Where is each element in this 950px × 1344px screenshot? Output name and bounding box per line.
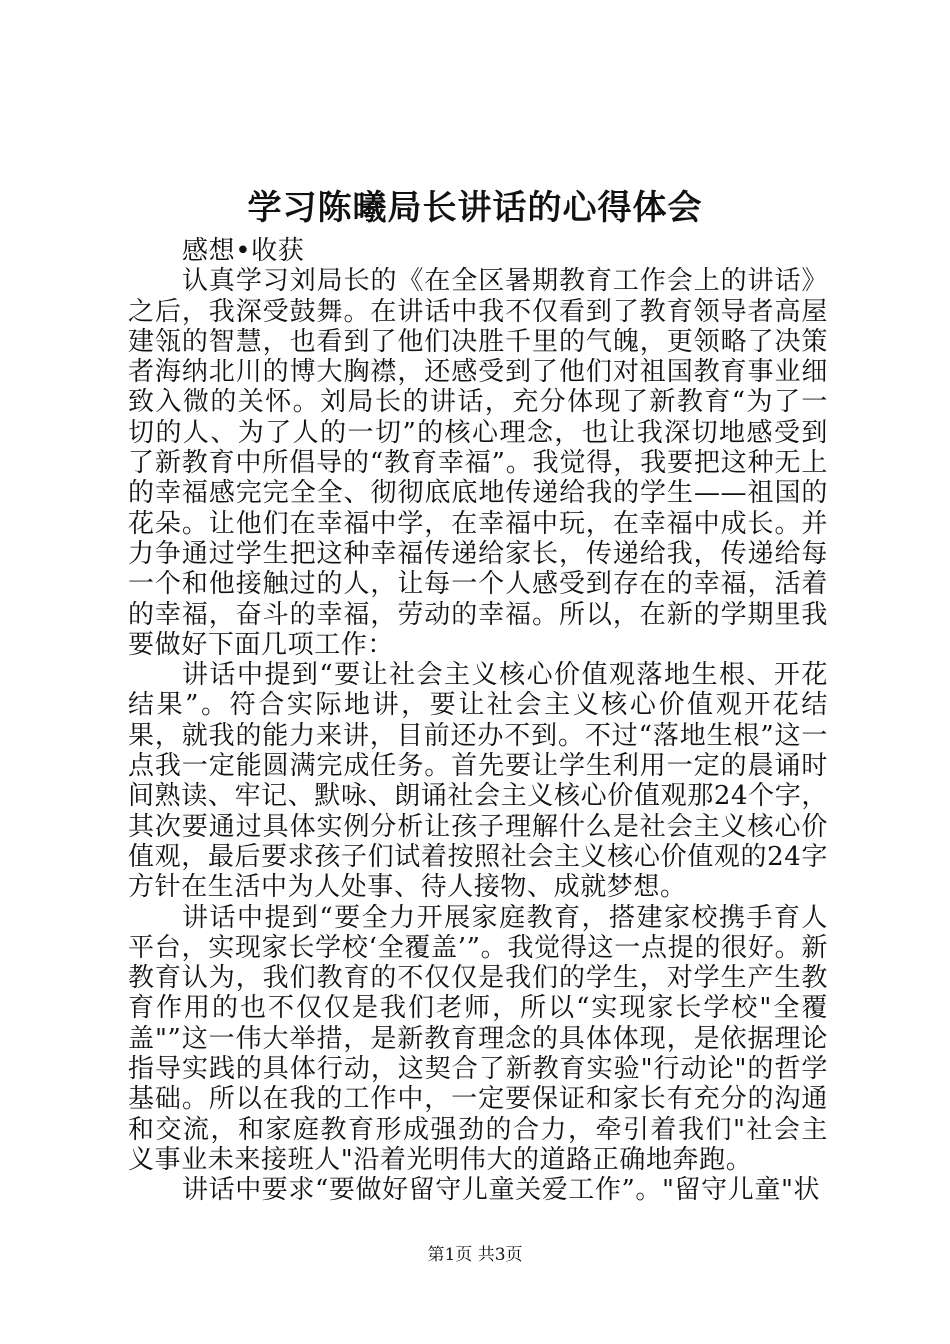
page-number-footer: 第1页 共3页: [427, 1245, 523, 1265]
paragraph: 讲话中要求“要做好留守儿童关爱工作”。"留守儿童"状: [182, 1175, 821, 1206]
paragraph: 讲话中提到“要让社会主义核心价值观落地生根、开花结果”。符合实际地讲，要让社会主义核心价值观开花结果，就我的能力来讲，目前还办不到。不过“落地生根”这一点我一定能圆满完成任务。首先要让学生利用一定的晨诵时间熟读、牢记、默咏、朗诵社会主义核心价值观那24个字，其次要通过具体实例分析让孩子理解什么是社会主义核心价值观，最后要求孩子们试着按照社会主义核心价值观的24字方针在生活中为人处事、待人接物、成就梦想。: [128, 660, 828, 903]
paragraph: 讲话中提到“要全力开展家庭教育，搭建家校携手育人平台，实现家长学校‘全覆盖’”。我觉得这一点提的很好。新教育认为，我们教育的不仅仅是我们的学生，对学生产生教育作用的也不仅仅是我们老师，所以“实现家长学校"全覆盖"”这一伟大举措，是新教育理念的具体体现，是依据理论指导实践的具体行动，这契合了新教育实验"行动论"的哲学基础。所以在我的工作中，一定要保证和家长有充分的沟通和交流，和家庭教育形成强劲的合力，牵引着我们"社会主义事业未来接班人"沿着光明伟大的道路正确地奔跑。: [128, 902, 828, 1175]
paragraph-subheading: 感想•收获: [182, 236, 305, 266]
paragraph: 认真学习刘局长的《在全区暑期教育工作会上的讲话》之后，我深受鼓舞。在讲话中我不仅看到了教育领导者高屋建瓴的智慧，也看到了他们决胜千里的气魄，更领略了决策者海纳北川的博大胸襟，还感受到了他们对祖国教育事业细致入微的关怀。刘局长的讲话，充分体现了新教育“为了一切的人、为了人的一切”的核心理念，也让我深切地感受到了新教育中所倡导的“教育幸福”。我觉得，我要把这种无上的幸福感完完全全、彻彻底底地传递给我的学生——祖国的花朵。让他们在幸福中学，在幸福中玩，在幸福中成长。并力争通过学生把这种幸福传递给家长，传递给我，传递给每一个和他接触过的人，让每一个人感受到存在的幸福，活着的幸福，奋斗的幸福，劳动的幸福。所以，在新的学期里我要做好下面几项工作：: [128, 266, 828, 660]
document-title: 学习陈曦局长讲话的心得体会: [247, 188, 703, 228]
document-body: [128, 236, 828, 1206]
